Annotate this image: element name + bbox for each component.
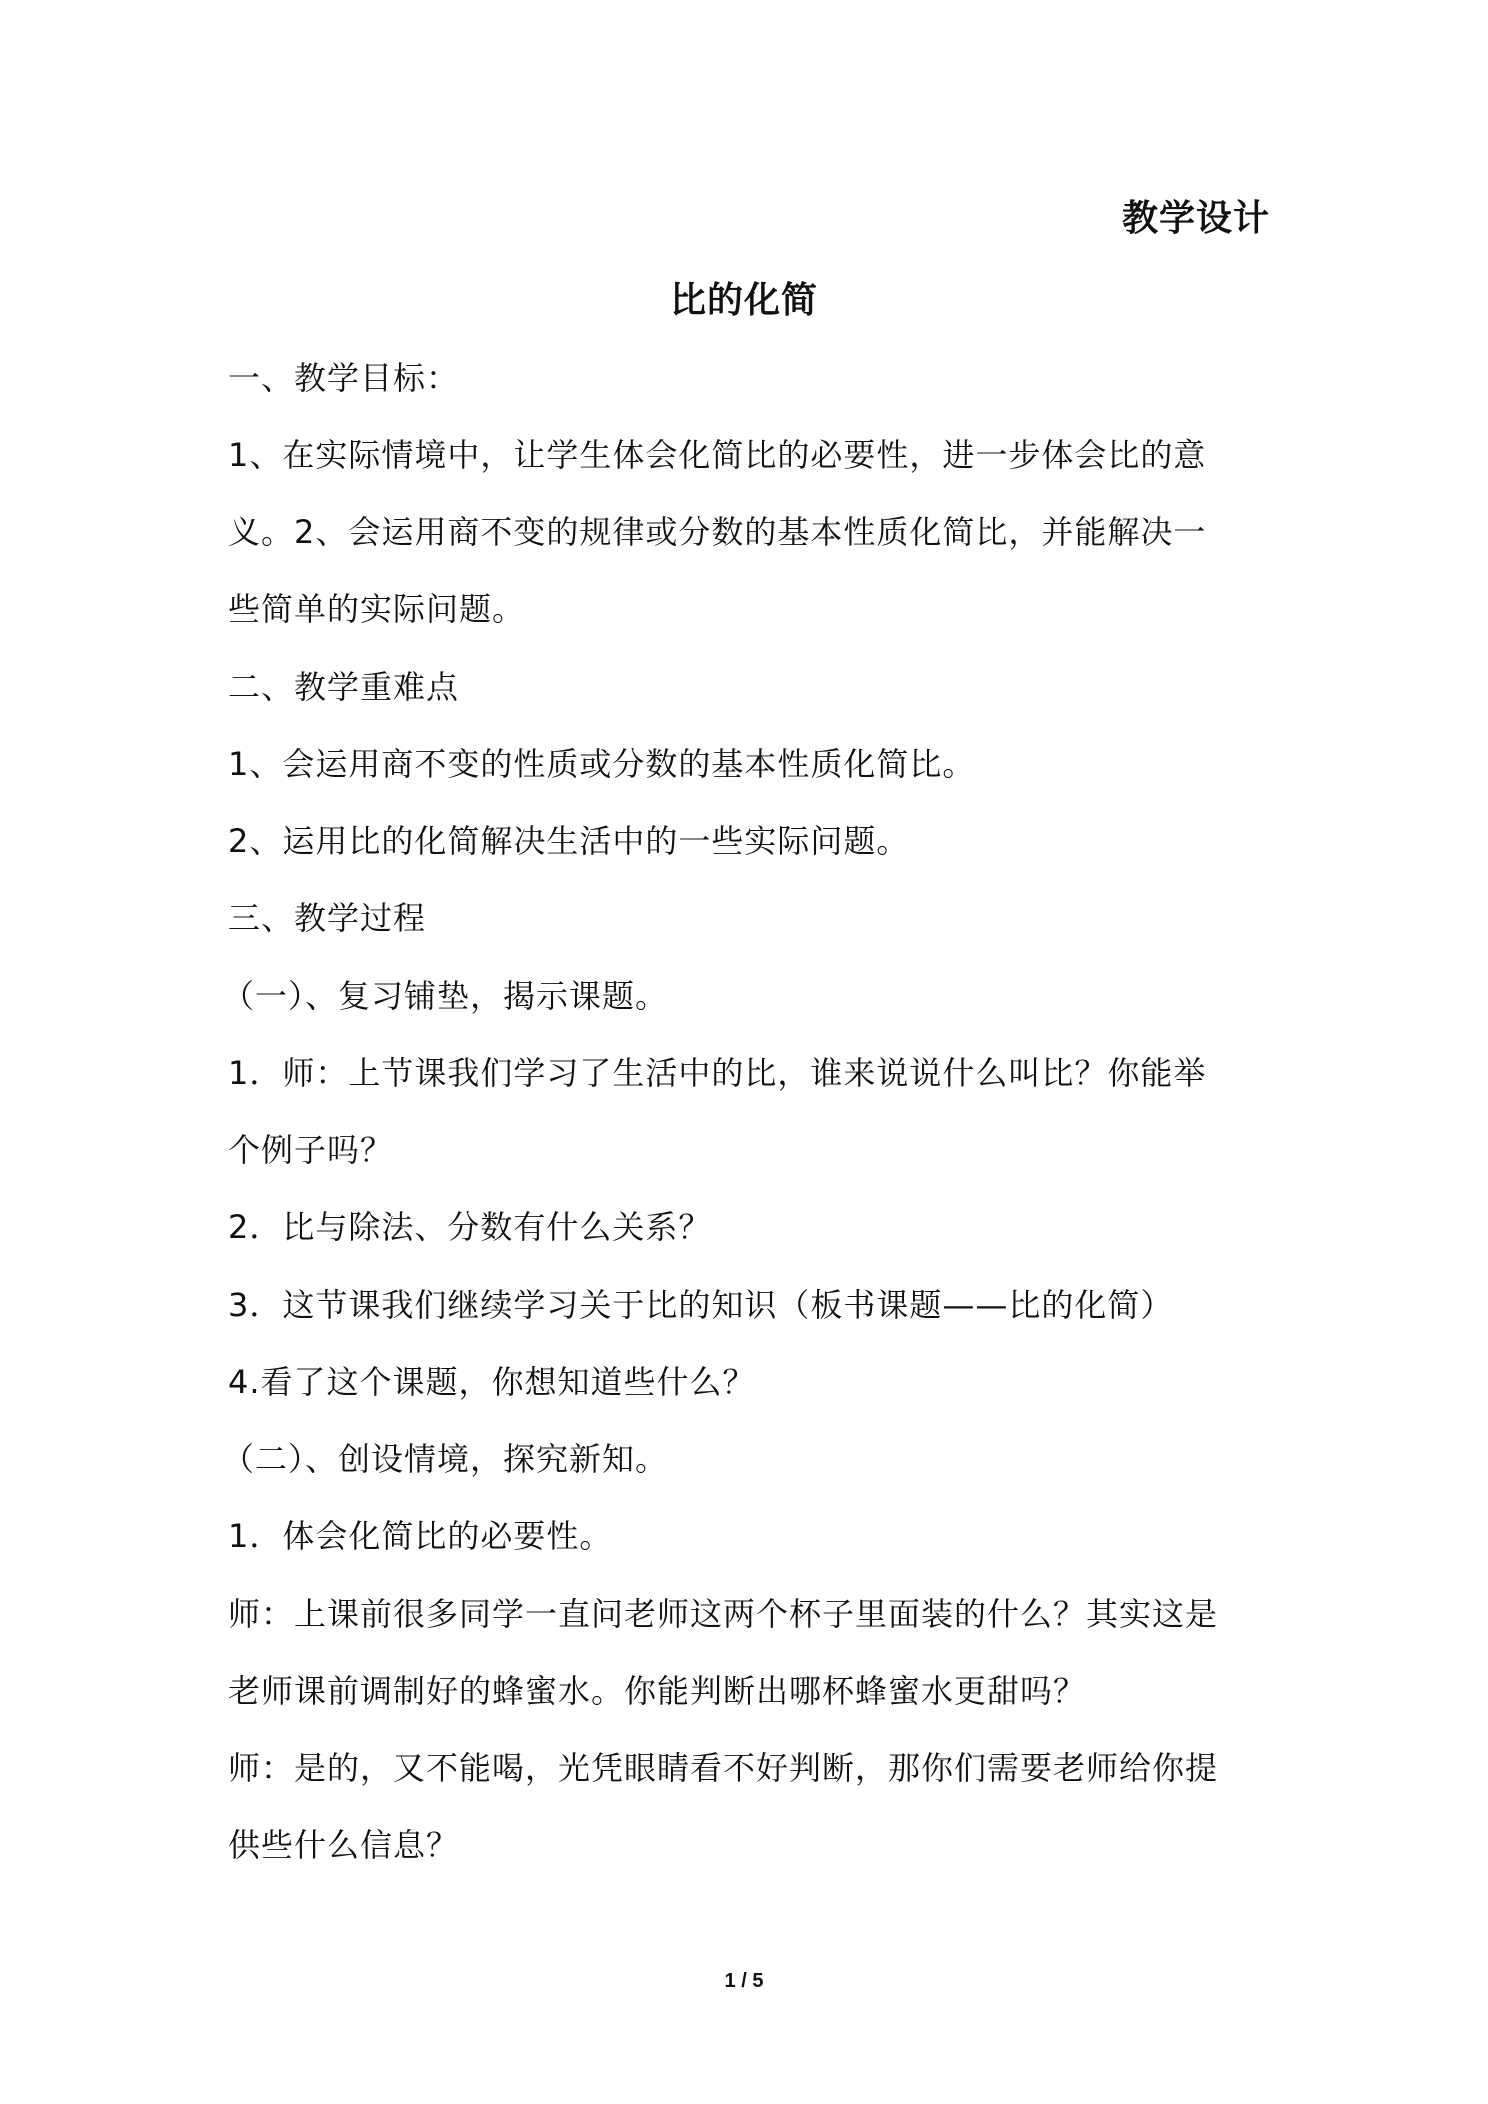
- section-heading-key-points: 二、教学重难点: [228, 668, 460, 706]
- section-heading-process: 三、教学过程: [228, 899, 427, 937]
- paragraph-line: 1．师：上节课我们学习了生活中的比，谁来说说什么叫比？你能举: [228, 1054, 1207, 1092]
- paragraph-line: 义。2、会运用商不变的规律或分数的基本性质化简比，并能解决一: [228, 513, 1207, 551]
- paragraph-line: 2．比与除法、分数有什么关系？: [228, 1208, 712, 1246]
- paragraph-line: 师：是的，又不能喝，光凭眼睛看不好判断，那你们需要老师给你提: [228, 1749, 1219, 1787]
- paragraph-line: 老师课前调制好的蜂蜜水。你能判断出哪杯蜂蜜水更甜吗？: [228, 1672, 1087, 1710]
- paragraph-line: 个例子吗？: [228, 1131, 394, 1169]
- paragraph-line: 1、在实际情境中，让学生体会化简比的必要性，进一步体会比的意: [228, 436, 1207, 474]
- paragraph-line: 1．体会化简比的必要性。: [228, 1517, 613, 1555]
- paragraph-line: 2、运用比的化简解决生活中的一些实际问题。: [228, 822, 910, 860]
- page-number: 1 / 5: [724, 1970, 764, 1992]
- paragraph-line: 些简单的实际问题。: [228, 590, 526, 628]
- subsection-heading: （二）、创设情境，探究新知。: [222, 1440, 669, 1478]
- paragraph-line: 师：上课前很多同学一直问老师这两个杯子里面装的什么？其实这是: [228, 1595, 1219, 1633]
- paragraph-line: 1、会运用商不变的性质或分数的基本性质化简比。: [228, 745, 976, 783]
- paragraph-line: 供些什么信息？: [228, 1826, 460, 1864]
- subsection-heading: （一）、复习铺垫，揭示课题。: [222, 977, 669, 1015]
- paragraph-line: 3．这节课我们继续学习关于比的知识（板书课题——比的化简）: [228, 1286, 1174, 1324]
- section-heading-objectives: 一、教学目标：: [228, 359, 460, 397]
- paragraph-line: 4.看了这个课题，你想知道些什么？: [228, 1363, 756, 1401]
- document-header-label: 教学设计: [1121, 198, 1270, 239]
- document-title: 比的化简: [669, 280, 818, 321]
